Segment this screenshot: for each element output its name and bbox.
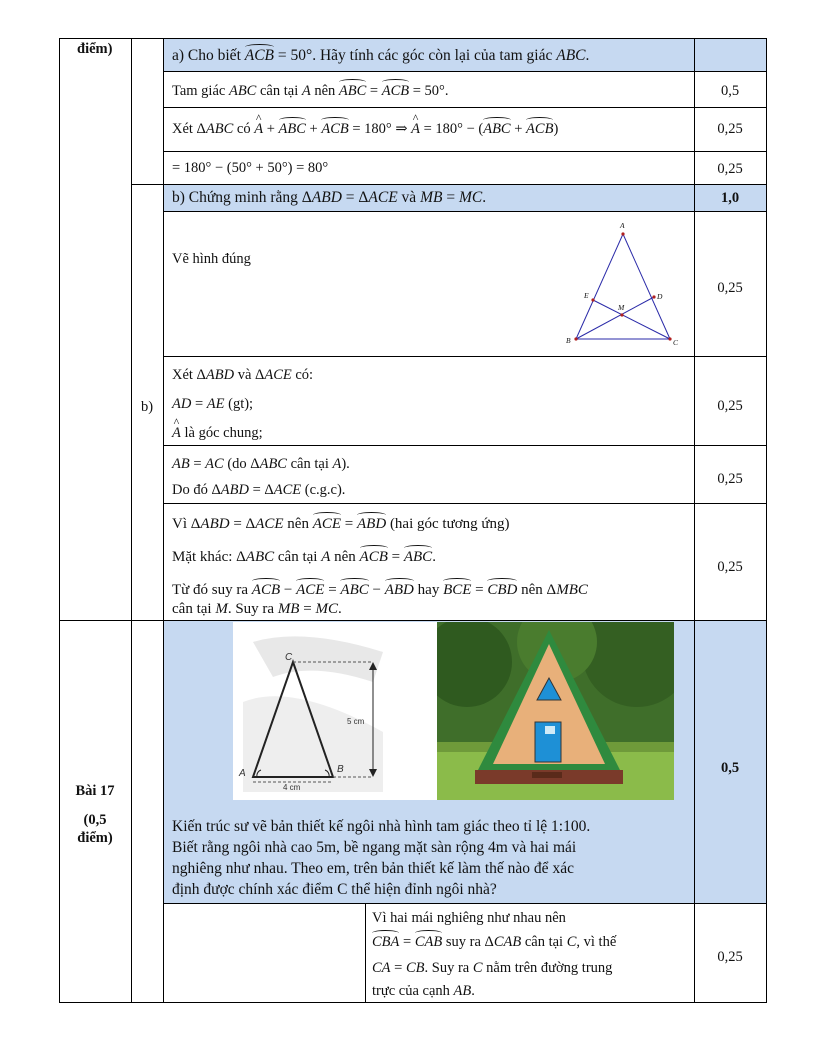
- label-e: E: [584, 291, 589, 300]
- grid-h-top: [59, 38, 767, 39]
- diag-width: 4 cm: [283, 783, 301, 792]
- geometry-figure: [560, 218, 690, 350]
- part-a-line3: = 180° − (50° + 50°) = 80°: [172, 160, 329, 176]
- part-b-title: b) Chứng minh rằng ΔABD = ΔACE và MB = MC.: [172, 189, 487, 206]
- grid-v-4: [694, 38, 695, 1003]
- bai17-problem-3: nghiêng như nhau. Theo em, trên bản thiết kế làm thế nào để xác: [172, 860, 574, 877]
- grid-h: [131, 184, 766, 185]
- grid-h: [163, 445, 766, 446]
- grid-v-right: [766, 38, 767, 1003]
- score-step2: 0,25: [717, 471, 743, 487]
- label-a: A: [620, 221, 625, 230]
- grid-v-left: [59, 38, 60, 1003]
- part-a-score-bg: [694, 38, 766, 71]
- diag-height: 5 cm: [347, 717, 365, 726]
- grid-v-2: [131, 38, 132, 1003]
- step3-line1: Vì ΔABD = ΔACE nên ACE = ABD (hai góc tương ứng): [172, 516, 510, 532]
- step3-line4: cân tại M. Suy ra MB = MC.: [172, 601, 342, 617]
- answer-line2: CBA = CAB suy ra ΔCAB cân tại C, vì thế: [372, 934, 617, 950]
- points-label: điểm): [77, 41, 113, 57]
- diag-label-a: A: [239, 768, 246, 779]
- label-c: C: [673, 338, 679, 347]
- bai17-score: 0,5: [720, 760, 740, 776]
- step3-line3: Từ đó suy ra ACB − ACE = ABC − ABD hay BCE = CBD nên ΔMBC: [172, 582, 588, 598]
- answer-line1: Vì hai mái nghiêng như nhau nên: [372, 910, 566, 926]
- label-b: B: [566, 336, 571, 345]
- bai17-picture: [233, 622, 674, 800]
- point-a: [621, 232, 624, 235]
- diag-label-c: C: [285, 652, 293, 663]
- score-step1: 0,25: [717, 398, 743, 414]
- point-e: [591, 298, 594, 301]
- label-m: M: [618, 303, 625, 312]
- bai17-problem-2: Biết rằng ngôi nhà cao 5m, bề ngang mặt sàn rộng 4m và hai mái: [172, 839, 577, 856]
- grid-h: [163, 356, 766, 357]
- grid-h: [163, 503, 766, 504]
- point-c: [668, 337, 671, 340]
- grid-h: [163, 71, 766, 72]
- diag-label-b: B: [337, 764, 344, 775]
- bai17-problem-1: Kiến trúc sư vẽ bản thiết kế ngôi nhà hình tam giác theo tỉ lệ 1:100.: [172, 818, 591, 835]
- score-a3: 0,25: [717, 161, 743, 177]
- score-a1: 0,5: [720, 83, 740, 99]
- grid-h: [163, 211, 766, 212]
- bai17-problem-4: định được chính xác điểm C thể hiện đỉnh ngôi nhà?: [172, 881, 497, 898]
- part-b-label: b): [141, 399, 154, 415]
- point-d: [652, 295, 655, 298]
- grid-h: [59, 620, 767, 621]
- bai17-points-1: (0,5: [83, 812, 107, 828]
- score-a2: 0,25: [717, 121, 743, 137]
- grid-h: [163, 151, 766, 152]
- step2-line1: AB = AC (do ΔABC cân tại A).: [172, 456, 350, 472]
- step1-line2: AD = AE (gt);: [172, 396, 254, 412]
- grid-h: [163, 107, 766, 108]
- step1-line1: Xét ΔABD và ΔACE có:: [172, 367, 314, 383]
- grid-v-answer: [365, 903, 366, 1003]
- score-draw: 0,25: [717, 280, 743, 296]
- house-photo: [437, 622, 674, 800]
- part-a-title: a) Cho biết ACB = 50°. Hãy tính các góc còn lại của tam giác ABC.: [172, 47, 590, 64]
- answer-line4: trực của cạnh AB.: [372, 983, 475, 999]
- score-b-title: 1,0: [720, 190, 740, 206]
- grid-v-3: [163, 38, 164, 1003]
- grid-h-bottom: [59, 1002, 767, 1003]
- label-d: D: [657, 292, 663, 301]
- step1-line3: ^ A là góc chung;: [172, 424, 263, 442]
- point-m: [620, 313, 623, 316]
- score-step3: 0,25: [717, 559, 743, 575]
- bai17-points-2: điểm): [77, 830, 113, 846]
- draw-text: Vẽ hình đúng: [172, 251, 251, 267]
- step2-line2: Do đó ΔABD = ΔACE (c.g.c).: [172, 482, 346, 498]
- part-a-line1: Tam giác ABC cân tại A nên ABC = ACB = 50°.: [172, 83, 449, 99]
- part-a-line2: Xét ΔABC có ^ A + ABC + ACB = 180° ⇒ ^ A = 180° − (ABC + ACB): [172, 120, 558, 138]
- bai17-label: Bài 17: [75, 783, 115, 799]
- score-answer: 0,25: [717, 949, 743, 965]
- point-b: [574, 337, 577, 340]
- step3-line2: Mặt khác: ΔABC cân tại A nên ACB = ABC.: [172, 549, 436, 565]
- grid-h: [163, 903, 766, 904]
- answer-line3: CA = CB. Suy ra C nằm trên đường trung: [372, 960, 613, 976]
